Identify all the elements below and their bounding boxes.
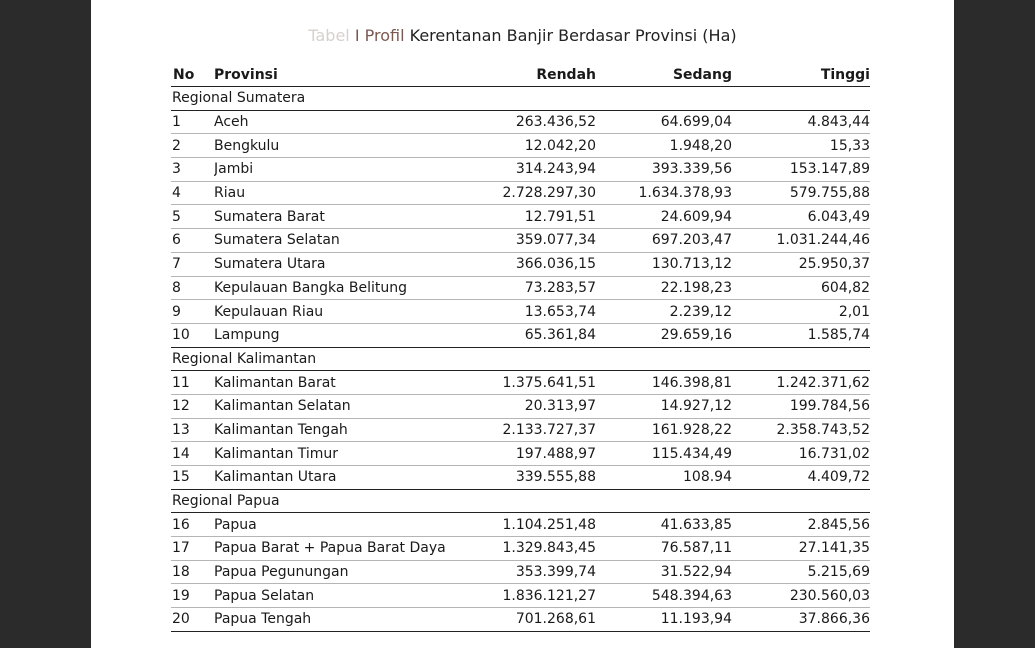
cell-no: 4	[171, 181, 214, 205]
cell-rendah: 1.104.251,48	[464, 513, 596, 537]
cell-sedang: 146.398,81	[596, 371, 732, 395]
cell-tinggi: 2,01	[732, 300, 870, 324]
region-group-row	[171, 489, 870, 513]
cell-rendah: 1.329.843,45	[464, 537, 596, 561]
cell-tinggi: 27.141,35	[732, 537, 870, 561]
table-row	[171, 134, 870, 158]
cell-sedang: 161.928,22	[596, 418, 732, 442]
cell-no: 7	[171, 252, 214, 276]
cell-sedang: 22.198,23	[596, 276, 732, 300]
cell-provinsi: Aceh	[214, 110, 464, 134]
table-row	[171, 300, 870, 324]
region-group-label: Regional Papua	[171, 489, 870, 513]
flood-vulnerability-table	[171, 63, 870, 632]
cell-no: 11	[171, 371, 214, 395]
cell-tinggi: 4.409,72	[732, 466, 870, 490]
region-group-label: Regional Sumatera	[171, 87, 870, 111]
cell-sedang: 393.339,56	[596, 158, 732, 182]
cell-sedang: 130.713,12	[596, 252, 732, 276]
cell-tinggi: 6.043,49	[732, 205, 870, 229]
cell-provinsi: Papua	[214, 513, 464, 537]
cell-provinsi: Sumatera Barat	[214, 205, 464, 229]
cell-no: 6	[171, 229, 214, 253]
cell-rendah: 12.042,20	[464, 134, 596, 158]
cell-sedang: 31.522,94	[596, 560, 732, 584]
cell-provinsi: Papua Selatan	[214, 584, 464, 608]
cell-tinggi: 604,82	[732, 276, 870, 300]
cell-provinsi: Bengkulu	[214, 134, 464, 158]
cell-provinsi: Jambi	[214, 158, 464, 182]
cell-no: 16	[171, 513, 214, 537]
table-row	[171, 394, 870, 418]
cell-rendah: 366.036,15	[464, 252, 596, 276]
cell-provinsi: Sumatera Selatan	[214, 229, 464, 253]
cell-rendah: 1.375.641,51	[464, 371, 596, 395]
cell-no: 1	[171, 110, 214, 134]
cell-tinggi: 4.843,44	[732, 110, 870, 134]
cell-provinsi: Lampung	[214, 323, 464, 347]
cell-no: 8	[171, 276, 214, 300]
cell-sedang: 41.633,85	[596, 513, 732, 537]
header-sedang: Sedang	[596, 63, 732, 87]
cell-rendah: 2.728.297,30	[464, 181, 596, 205]
cell-no: 12	[171, 394, 214, 418]
cell-no: 2	[171, 134, 214, 158]
cell-no: 18	[171, 560, 214, 584]
cell-tinggi: 16.731,02	[732, 442, 870, 466]
cell-rendah: 13.653,74	[464, 300, 596, 324]
cell-no: 10	[171, 323, 214, 347]
header-tinggi: Tinggi	[732, 63, 870, 87]
header-no: No	[171, 63, 214, 87]
cell-sedang: 1.634.378,93	[596, 181, 732, 205]
cell-no: 15	[171, 466, 214, 490]
cell-sedang: 76.587,11	[596, 537, 732, 561]
table-row	[171, 371, 870, 395]
cell-sedang: 115.434,49	[596, 442, 732, 466]
header-rendah: Rendah	[464, 63, 596, 87]
document-page	[91, 0, 954, 648]
cell-sedang: 548.394,63	[596, 584, 732, 608]
cell-rendah: 701.268,61	[464, 608, 596, 632]
cell-provinsi: Kalimantan Barat	[214, 371, 464, 395]
table-row	[171, 584, 870, 608]
cell-sedang: 697.203,47	[596, 229, 732, 253]
cell-rendah: 65.361,84	[464, 323, 596, 347]
cell-sedang: 64.699,04	[596, 110, 732, 134]
table-row	[171, 560, 870, 584]
cell-provinsi: Kepulauan Riau	[214, 300, 464, 324]
table-body	[171, 87, 870, 632]
table-row	[171, 252, 870, 276]
cell-provinsi: Papua Pegunungan	[214, 560, 464, 584]
table-header-row	[171, 63, 870, 87]
cell-rendah: 20.313,97	[464, 394, 596, 418]
region-group-row	[171, 87, 870, 111]
table-row	[171, 229, 870, 253]
cell-tinggi: 25.950,37	[732, 252, 870, 276]
cell-tinggi: 199.784,56	[732, 394, 870, 418]
table-row	[171, 205, 870, 229]
cell-rendah: 197.488,97	[464, 442, 596, 466]
cell-rendah: 1.836.121,27	[464, 584, 596, 608]
table-row	[171, 158, 870, 182]
cell-tinggi: 15,33	[732, 134, 870, 158]
cell-rendah: 339.555,88	[464, 466, 596, 490]
cell-rendah: 353.399,74	[464, 560, 596, 584]
cell-provinsi: Kalimantan Timur	[214, 442, 464, 466]
cell-rendah: 73.283,57	[464, 276, 596, 300]
cell-tinggi: 230.560,03	[732, 584, 870, 608]
cell-no: 20	[171, 608, 214, 632]
table-title	[91, 26, 954, 45]
cell-tinggi: 579.755,88	[732, 181, 870, 205]
header-provinsi: Provinsi	[214, 63, 464, 87]
cell-sedang: 14.927,12	[596, 394, 732, 418]
cell-provinsi: Kalimantan Tengah	[214, 418, 464, 442]
cell-sedang: 2.239,12	[596, 300, 732, 324]
table-row	[171, 513, 870, 537]
cell-rendah: 314.243,94	[464, 158, 596, 182]
cell-tinggi: 2.845,56	[732, 513, 870, 537]
cell-provinsi: Riau	[214, 181, 464, 205]
cell-rendah: 263.436,52	[464, 110, 596, 134]
title-main-text: Kerentanan Banjir Berdasar Provinsi (Ha)	[404, 26, 737, 45]
cell-no: 9	[171, 300, 214, 324]
cell-sedang: 1.948,20	[596, 134, 732, 158]
table-row	[171, 537, 870, 561]
cell-provinsi: Kalimantan Selatan	[214, 394, 464, 418]
cell-provinsi: Kalimantan Utara	[214, 466, 464, 490]
cell-no: 5	[171, 205, 214, 229]
cell-tinggi: 5.215,69	[732, 560, 870, 584]
table-row	[171, 608, 870, 632]
cell-provinsi: Papua Tengah	[214, 608, 464, 632]
table-row	[171, 276, 870, 300]
cell-no: 17	[171, 537, 214, 561]
table-row	[171, 466, 870, 490]
cell-tinggi: 153.147,89	[732, 158, 870, 182]
cell-sedang: 11.193,94	[596, 608, 732, 632]
region-group-label: Regional Kalimantan	[171, 347, 870, 371]
table-row	[171, 442, 870, 466]
table-row	[171, 323, 870, 347]
cell-provinsi: Sumatera Utara	[214, 252, 464, 276]
cell-tinggi: 2.358.743,52	[732, 418, 870, 442]
cell-provinsi: Papua Barat + Papua Barat Daya	[214, 537, 464, 561]
cell-provinsi: Kepulauan Bangka Belitung	[214, 276, 464, 300]
cell-no: 14	[171, 442, 214, 466]
cell-no: 3	[171, 158, 214, 182]
cell-tinggi: 37.866,36	[732, 608, 870, 632]
cell-sedang: 24.609,94	[596, 205, 732, 229]
table-row	[171, 418, 870, 442]
title-faded-prefix: Tabel	[308, 26, 355, 45]
cell-tinggi: 1.585,74	[732, 323, 870, 347]
cell-rendah: 12.791,51	[464, 205, 596, 229]
cell-sedang: 108.94	[596, 466, 732, 490]
region-group-row	[171, 347, 870, 371]
cell-no: 19	[171, 584, 214, 608]
cell-rendah: 359.077,34	[464, 229, 596, 253]
table-row	[171, 181, 870, 205]
cell-no: 13	[171, 418, 214, 442]
title-partial-word: I Profil	[354, 26, 405, 45]
table-row	[171, 110, 870, 134]
cell-rendah: 2.133.727,37	[464, 418, 596, 442]
cell-tinggi: 1.242.371,62	[732, 371, 870, 395]
cell-tinggi: 1.031.244,46	[732, 229, 870, 253]
cell-sedang: 29.659,16	[596, 323, 732, 347]
